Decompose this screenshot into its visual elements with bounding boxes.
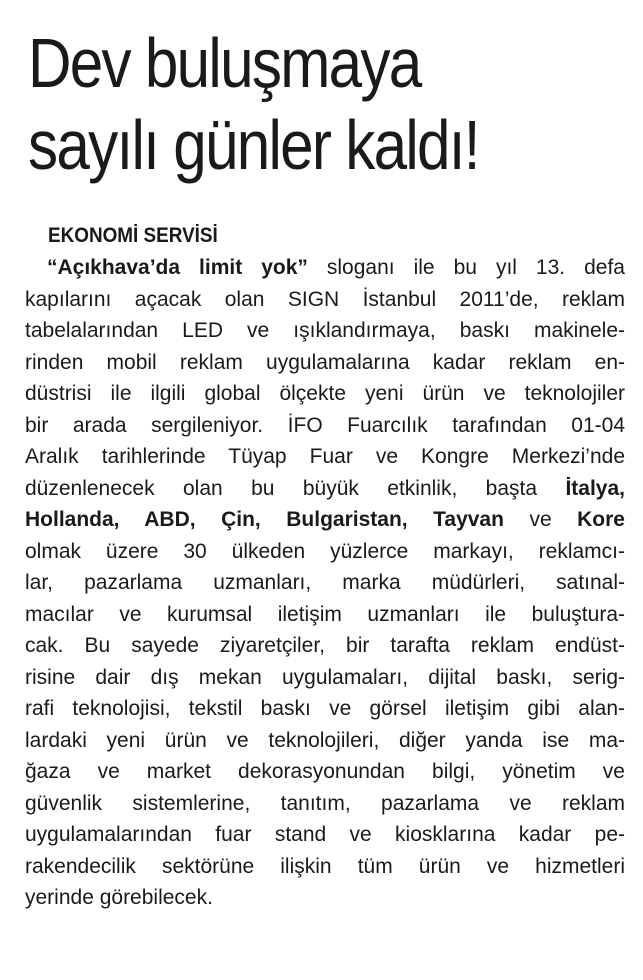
- body-line: [25, 473, 625, 505]
- body-line: [25, 284, 625, 316]
- body-line: [25, 347, 625, 379]
- bold-text-segment: Kore: [577, 508, 625, 531]
- text-segment: lardaki yeni ürün ve teknolojileri, diğer yanda ise ma-: [25, 728, 625, 752]
- body-line: [25, 662, 625, 694]
- body-line: [25, 536, 625, 568]
- text-segment: düstrisi ile ilgili global ölçekte yeni ürün ve teknolojiler: [25, 382, 625, 405]
- text-segment: sloganı ile bu yıl 13. defa: [307, 256, 625, 279]
- text-segment: bir arada sergileniyor. İFO Fuarcılık tarafından 01-04: [25, 413, 625, 437]
- body-line: [25, 441, 625, 473]
- body-line: [25, 756, 625, 788]
- text-segment: kapılarını açacak olan SIGN İstanbul 2011’de, reklam: [25, 287, 625, 311]
- text-segment: ğaza ve market dekorasyonundan bilgi, yönetim ve: [25, 760, 625, 783]
- text-segment: rakendecilik sektörüne ilişkin tüm ürün ve hizmetleri: [25, 854, 625, 878]
- body-line: [25, 693, 625, 725]
- text-segment: rafi teknolojisi, tekstil baskı ve görsel iletişim gibi alan-: [25, 697, 625, 720]
- text-segment: uygulamalarından fuar stand ve kiosklarına kadar pe-: [25, 823, 625, 846]
- text-segment: Aralık tarihlerinde Tüyap Fuar ve Kongre Merkezi’nde: [25, 445, 625, 468]
- text-segment: ve: [503, 508, 578, 531]
- article-body: [25, 252, 625, 914]
- headline-line-1: Dev buluşmaya: [28, 24, 421, 102]
- body-line: [25, 819, 625, 851]
- body-line: [25, 851, 625, 883]
- body-line: [25, 252, 625, 284]
- text-segment: risine dair dış mekan uygulamaları, dijital baskı, serig-: [25, 665, 625, 689]
- byline: EKONOMİ SERVİSİ: [48, 224, 218, 247]
- text-segment: güvenlik sistemlerine, tanıtım, pazarlama ve reklam: [25, 791, 625, 815]
- body-line: [25, 882, 625, 914]
- bold-text-segment: İtalya,: [565, 476, 625, 500]
- body-line: [25, 725, 625, 757]
- body-line: [25, 630, 625, 662]
- bold-text-segment: Hollanda, ABD, Çin, Bulgaristan, Tayvan: [25, 508, 504, 531]
- headline: [28, 22, 553, 186]
- text-segment: tabelalarından LED ve ışıklandırmaya, baskı makinele-: [25, 319, 625, 342]
- body-line: [25, 315, 625, 347]
- text-segment: lar, pazarlama uzmanları, marka müdürleri, satınal-: [25, 571, 625, 594]
- bold-text-segment: “Açıkhava’da limit yok”: [47, 256, 308, 279]
- text-segment: macılar ve kurumsal iletişim uzmanları ile buluştura-: [25, 602, 625, 626]
- body-line: [25, 788, 625, 820]
- body-line: [25, 504, 625, 536]
- text-segment: rinden mobil reklam uygulamalarına kadar reklam en-: [25, 350, 625, 374]
- text-segment: yerinde görebilecek.: [25, 886, 213, 909]
- body-line: [25, 567, 625, 599]
- text-segment: düzenlenecek olan bu büyük etkinlik, başta: [25, 476, 566, 500]
- body-line: [25, 410, 625, 442]
- headline-line-2: sayılı günler kaldı!: [28, 106, 479, 184]
- body-line: [25, 599, 625, 631]
- text-segment: cak. Bu sayede ziyaretçiler, bir tarafta reklam endüst-: [25, 634, 625, 657]
- body-line: [25, 378, 625, 410]
- text-segment: olmak üzere 30 ülkeden yüzlerce markayı, reklamcı-: [25, 539, 625, 563]
